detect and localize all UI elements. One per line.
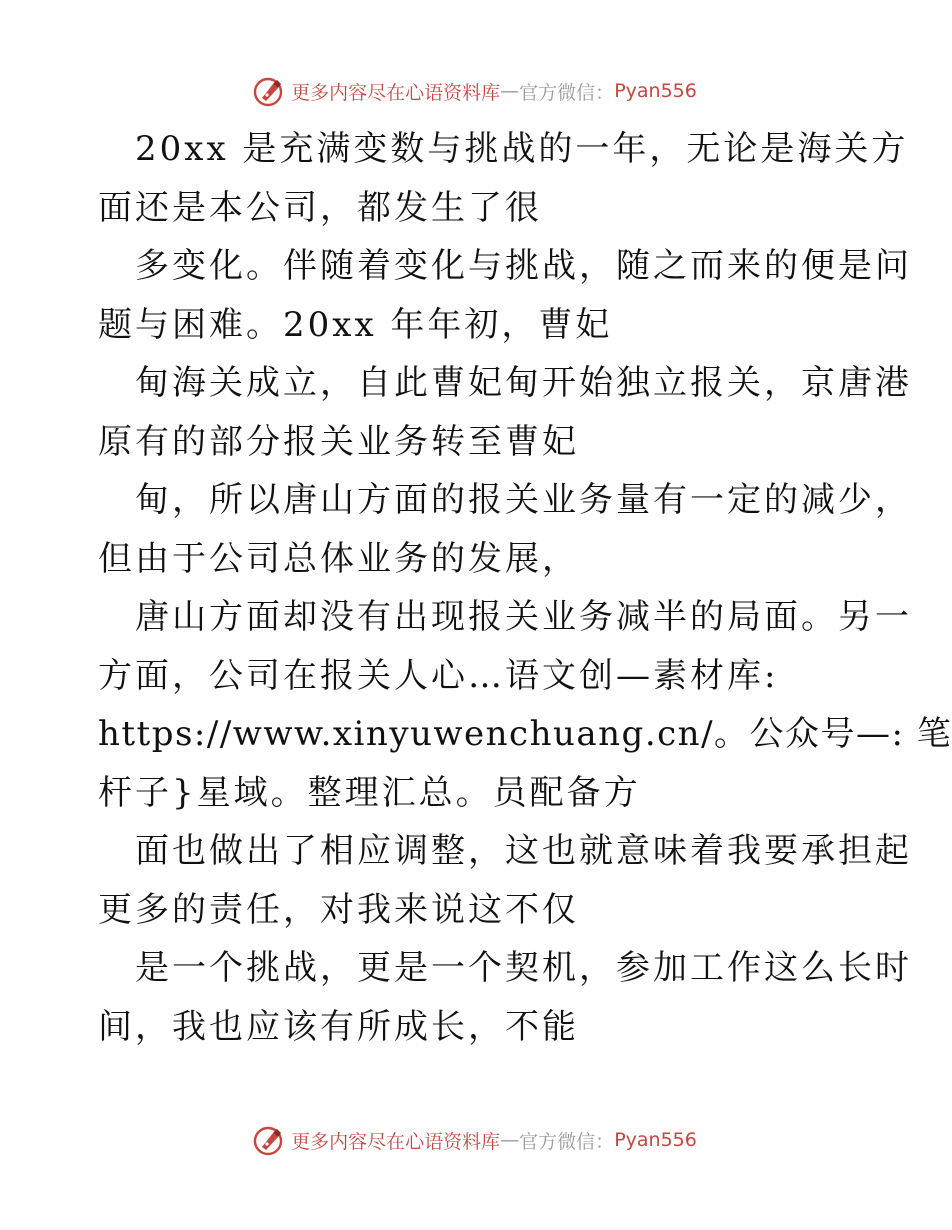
- text-line: 唐山方面却没有出现报关业务减半的局面。另一: [135, 597, 912, 637]
- banner-title: 更多内容尽在心语资料库: [291, 81, 501, 104]
- banner-wechat-label: 官方微信：: [519, 81, 615, 104]
- banner-wechat-label: 官方微信：: [519, 1130, 615, 1153]
- banner-dash: —: [500, 1129, 520, 1151]
- url-line: https://www.xinyuwenchuang.cn/。公众号—: 笔: [98, 714, 952, 754]
- text-line: 原有的部分报关业务转至曹妃: [98, 421, 579, 462]
- document-body: [98, 120, 952, 1056]
- text-line: 杆子}星域。整理汇总。员配备方: [98, 772, 641, 813]
- text-line: 是一个挑战，更是一个契机，参加工作这么长时: [135, 948, 912, 988]
- pen-nib-logo-icon: [253, 1124, 285, 1156]
- text-line: 20xx 是充满变数与挑战的一年，无论是海关方: [135, 129, 909, 169]
- banner-wechat-id[interactable]: Pyan556: [614, 1129, 697, 1151]
- banner-wechat-id[interactable]: Pyan556: [614, 80, 697, 102]
- text-line: 间，我也应该有所成长，不能: [98, 1006, 579, 1047]
- text-line: 但由于公司总体业务的发展，: [98, 538, 579, 579]
- text-line: 面还是本公司，都发生了很: [98, 187, 542, 228]
- text-line: 更多的责任，对我来说这不仅: [98, 889, 579, 930]
- text-line: 甸海关成立，自此曹妃甸开始独立报关，京唐港: [135, 363, 912, 403]
- pen-nib-logo-icon: [253, 75, 285, 107]
- banner-title: 更多内容尽在心语资料库: [291, 1130, 501, 1153]
- banner-dash: —: [500, 80, 520, 102]
- header-banner: [0, 71, 950, 111]
- text-line: 甸，所以唐山方面的报关业务量有一定的减少，: [135, 480, 912, 520]
- text-line: 方面，公司在报关人心…语文创—素材库:: [98, 655, 779, 696]
- footer-banner: [0, 1120, 950, 1160]
- text-line: 题与困难。20xx 年年初，曹妃: [98, 304, 613, 345]
- text-line: 面也做出了相应调整，这也就意味着我要承担起: [135, 831, 912, 871]
- text-line: 多变化。伴随着变化与挑战，随之而来的便是问: [135, 246, 912, 286]
